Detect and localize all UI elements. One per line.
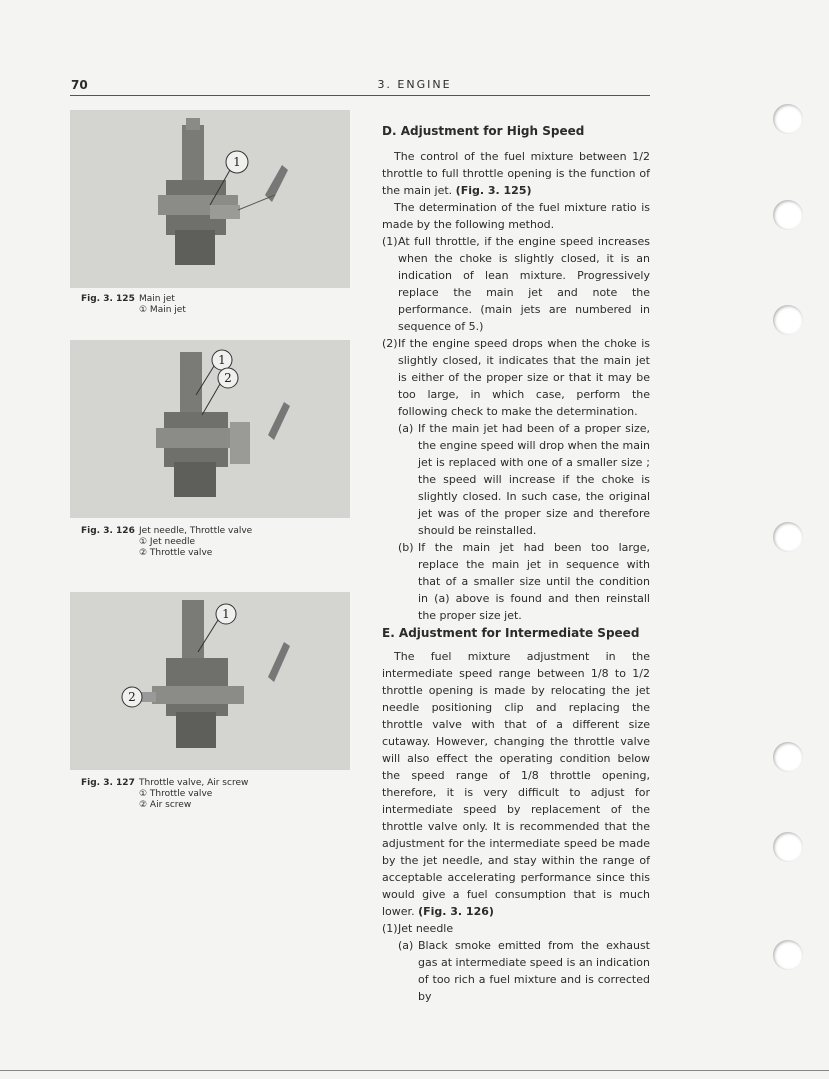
sub-list-item [382, 539, 650, 624]
list-item-text: Jet needle [398, 922, 454, 935]
figure-label: Fig. 3. 127 [81, 778, 135, 788]
paragraph [382, 148, 650, 199]
figure-3-126-caption [81, 526, 252, 559]
list-item [382, 335, 650, 420]
list-item-text: If the main jet had been of a proper size, the engine speed will drop when the main jet is replaced with one of a smaller size ; the speed will increase if the choke is slightly closed. In such case, the original jet was of the proper size and therefore should be reinstalled. [418, 422, 650, 537]
figure-reference: (Fig. 3. 125) [455, 184, 532, 197]
figure-label: Fig. 3. 126 [81, 526, 135, 536]
binder-hole [773, 522, 803, 552]
paragraph-text: The control of the fuel mixture between 1/2 throttle to full throttle opening is the function of the main jet. [382, 150, 650, 197]
paragraph-text: The fuel mixture adjustment in the intermediate speed range between 1/8 to 1/2 throttle opening is made by relocating the jet needle positioning clip and replacing the throttle valve with that of a different size cutaway. However, changing the throttle valve will also effect the operating condition below the speed range of 1/8 throttle opening, therefore, it is very difficult to adjust for intermediate speed by replacement of the throttle valve only. It is recommended that the adjustment for the intermediate speed be made by the jet needle, and stay within the range of acceptable accelerating performance since this would give a fuel consumption that is much lower. [382, 650, 650, 918]
figure-reference: (Fig. 3. 126) [418, 905, 494, 918]
list-item-text: At full throttle, if the engine speed increases when the choke is slightly closed, it is an indication of lean mixture. Progressively replace the main jet and note the performance. (main jets are numbered in sequence of 5.) [398, 235, 650, 333]
figure-item: ② Air screw [139, 800, 192, 810]
callout-2: 2 [224, 371, 232, 385]
binder-hole [773, 832, 803, 862]
figure-3-125-caption [81, 294, 186, 316]
figure-3-126-photo [70, 340, 350, 518]
binder-hole [773, 104, 803, 134]
header-rule [70, 95, 650, 96]
figure-3-127-photo [70, 592, 350, 770]
sub-list-item [382, 420, 650, 539]
binder-hole [773, 200, 803, 230]
section-d-body [382, 148, 650, 624]
list-marker: (a) [398, 939, 414, 952]
callout-1: 1 [233, 155, 241, 169]
list-marker: (1) [382, 922, 398, 935]
figure-title: Jet needle, Throttle valve [139, 526, 253, 536]
section-e-body [382, 648, 650, 1005]
carburetor-illustration [70, 592, 350, 770]
carburetor-illustration [70, 110, 350, 288]
figure-item: ① Throttle valve [139, 789, 213, 799]
list-item [382, 233, 650, 335]
section-d-heading: D. Adjustment for High Speed [382, 124, 585, 138]
chapter-title: 3. ENGINE [377, 78, 452, 91]
figure-title: Throttle valve, Air screw [139, 778, 249, 788]
list-item-text: If the engine speed drops when the choke is slightly closed, it indicates that the main jet is either of the proper size or that it may be too large, in which case, perform the following check to make the determination. [398, 337, 650, 418]
list-marker: (a) [398, 422, 414, 435]
page-bottom-edge [0, 1070, 829, 1071]
figure-title: Main jet [139, 294, 175, 304]
callout-1: 1 [218, 353, 226, 367]
list-marker: (b) [398, 541, 414, 554]
figure-item: ① Jet needle [139, 537, 196, 547]
binder-hole [773, 305, 803, 335]
list-marker: (1) [382, 235, 398, 248]
figure-item: ① Main jet [139, 305, 186, 315]
paragraph [382, 648, 650, 920]
paragraph: The determination of the fuel mixture ratio is made by the following method. [382, 201, 650, 231]
list-item-text: Black smoke emitted from the exhaust gas at intermediate speed is an indication of too rich a fuel mixture and is corrected by [418, 939, 650, 1003]
figure-3-125-photo [70, 110, 350, 288]
callout-1: 1 [222, 607, 230, 621]
section-e-heading: E. Adjustment for Intermediate Speed [382, 626, 640, 640]
figure-item: ② Throttle valve [139, 548, 213, 558]
figure-label: Fig. 3. 125 [81, 294, 135, 304]
list-item [382, 920, 650, 937]
list-marker: (2) [382, 337, 398, 350]
sub-list-item [382, 937, 650, 1005]
callout-2: 2 [128, 690, 136, 704]
binder-hole [773, 742, 803, 772]
carburetor-illustration [70, 340, 350, 518]
binder-hole [773, 940, 803, 970]
page-number: 70 [71, 78, 88, 92]
list-item-text: If the main jet had been too large, replace the main jet in sequence with that of a smaller size until the condition in (a) above is found and then reinstall the proper size jet. [418, 541, 650, 622]
figure-3-127-caption [81, 778, 248, 811]
